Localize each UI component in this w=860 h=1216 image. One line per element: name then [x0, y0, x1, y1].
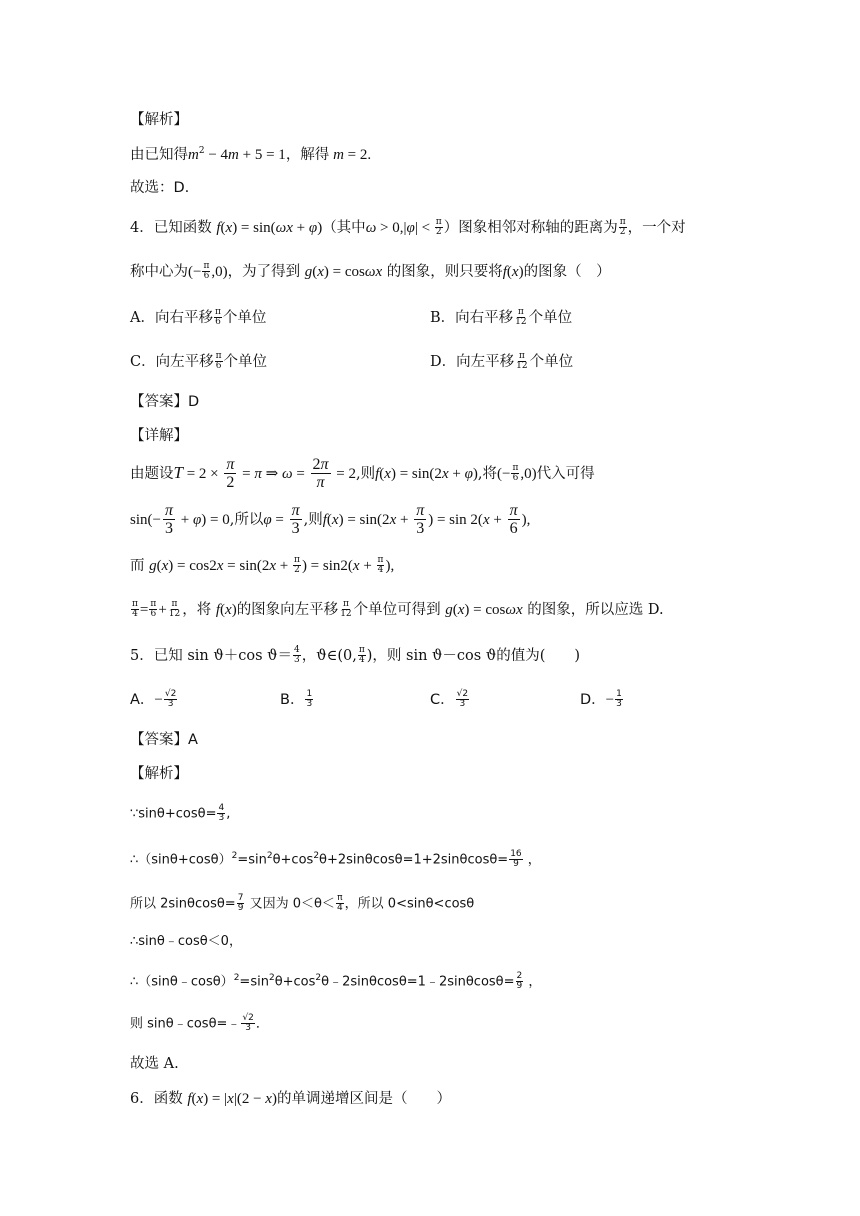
q4-stem-line1: 4．已知函数 f(x) = sin(ωx + φ)（其中ω > 0,|φ| < $\frac{\pi}{2}$ ）图象相邻对称轴的距离为 $\frac{\pi}{2}$ ，一个对: [130, 217, 686, 238]
analysis-label: 【解析】: [130, 112, 188, 128]
q6-stem: 6．函数 f(x) = |x|(2 − x)的单调递增区间是（ ）: [130, 1091, 451, 1107]
q5-step1: ∵sinθ+cosθ= $\frac{4}{3}$ ,: [130, 803, 231, 824]
q5-option-a: A．− $\frac{√2}{3}$: [130, 689, 177, 710]
q5-step5: $\therefore(\sin\theta﹣\cos\theta)^2=\sin^2\theta+\cos^2\theta﹣2\sin\theta\cos\theta=1﹣2\sin\theta\cos\theta=$ $\frac{2}{9}$ ，: [130, 971, 542, 992]
q5-step3: 所以 2sinθcosθ= $\frac{7}{9}$ 又因为 0＜θ＜ $\frac{\pi}{4}$ ，所以 0<sinθ<cosθ: [130, 893, 475, 914]
prev-conclusion: 故选：D.: [130, 180, 190, 196]
prev-solution-line: 由已知得$m^2 - 4m + 5 = 1$，解得 m = 2.: [130, 146, 372, 163]
q4-solution-line4: $\frac{\pi}{4}$ = $\frac{\pi}{6}$ + $\frac{\pi}{12}$ ，将 f(x)的图象向左平移 $\frac{\pi}{12}$ 个单位可得到 g(x) = cosωx 的图象，所以应选 D.: [132, 599, 664, 620]
q4-option-d: D．向左平移 $\frac{\pi}{12}$ 个单位: [430, 351, 574, 372]
q4-option-c: C．向左平移 $\frac{\pi}{6}$ 个单位: [130, 351, 268, 372]
q4-option-b: B．向右平移 $\frac{\pi}{12}$ 个单位: [430, 307, 573, 328]
q4-option-a: A．向右平移 $\frac{\pi}{6}$ 个单位: [130, 307, 267, 328]
q5-step2: $\therefore(\sin\theta+\cos\theta)^2=\sin^2\theta+\cos^2\theta+2\sin\theta\cos\theta=1+2\sin\theta\cos\theta=$ $\frac{16}{9}$ ，: [130, 849, 541, 870]
detail-label: 【详解】: [130, 428, 188, 444]
q5-answer: 【答案】A: [130, 732, 198, 748]
q5-option-b: B． $\frac{1}{3}$: [280, 689, 313, 710]
q5-step6: 则 sinθ﹣cosθ=﹣ $\frac{√2}{3}$ ．: [130, 1013, 269, 1034]
q4-solution-line2: sin(− $\frac{\pi}{3}$ + φ) = 0,所以φ = $\frac{\pi}{3}$ ,则f(x) = sin(2x + $\frac{\pi}{3}$ ) = sin 2(x + $\frac{\pi}{6}$ ),: [130, 502, 531, 538]
q4-solution-line1: 由题设T = 2 × $\frac{\pi}{2}$ = π ⇒ ω = $\frac{2\pi}{\pi}$ = 2,则f(x) = sin(2x + φ),将(− $\frac{\pi}{6}$ ,0)代入可得: [130, 456, 595, 492]
q4-stem-line2: 称中心为(− $\frac{\pi}{6}$ ,0)，为了得到 g(x) = cosωx 的图象，则只要将f(x)的图象（ ）: [130, 261, 611, 282]
q5-stem: 5．已知 sin ϑ＋cos ϑ＝ $\frac{4}{3}$ ，ϑ∈(0, $\frac{\pi}{4}$ )，则 sin ϑ－cos ϑ的值为( ): [130, 645, 581, 666]
q5-conclusion: 故选 A.: [130, 1056, 179, 1072]
q5-option-d: D．− $\frac{1}{3}$: [580, 689, 622, 710]
q4-answer: 【答案】D: [130, 394, 200, 410]
q5-option-c: C． $\frac{√2}{3}$: [430, 689, 469, 710]
q4-solution-line3: 而 g(x) = cos2x = sin(2x + $\frac{\pi}{2}$ ) = sin2(x + $\frac{\pi}{4}$ ),: [130, 555, 395, 576]
q5-analysis-label: 【解析】: [130, 766, 188, 782]
q5-step4: ∴sinθ﹣cosθ＜0，: [130, 934, 242, 949]
